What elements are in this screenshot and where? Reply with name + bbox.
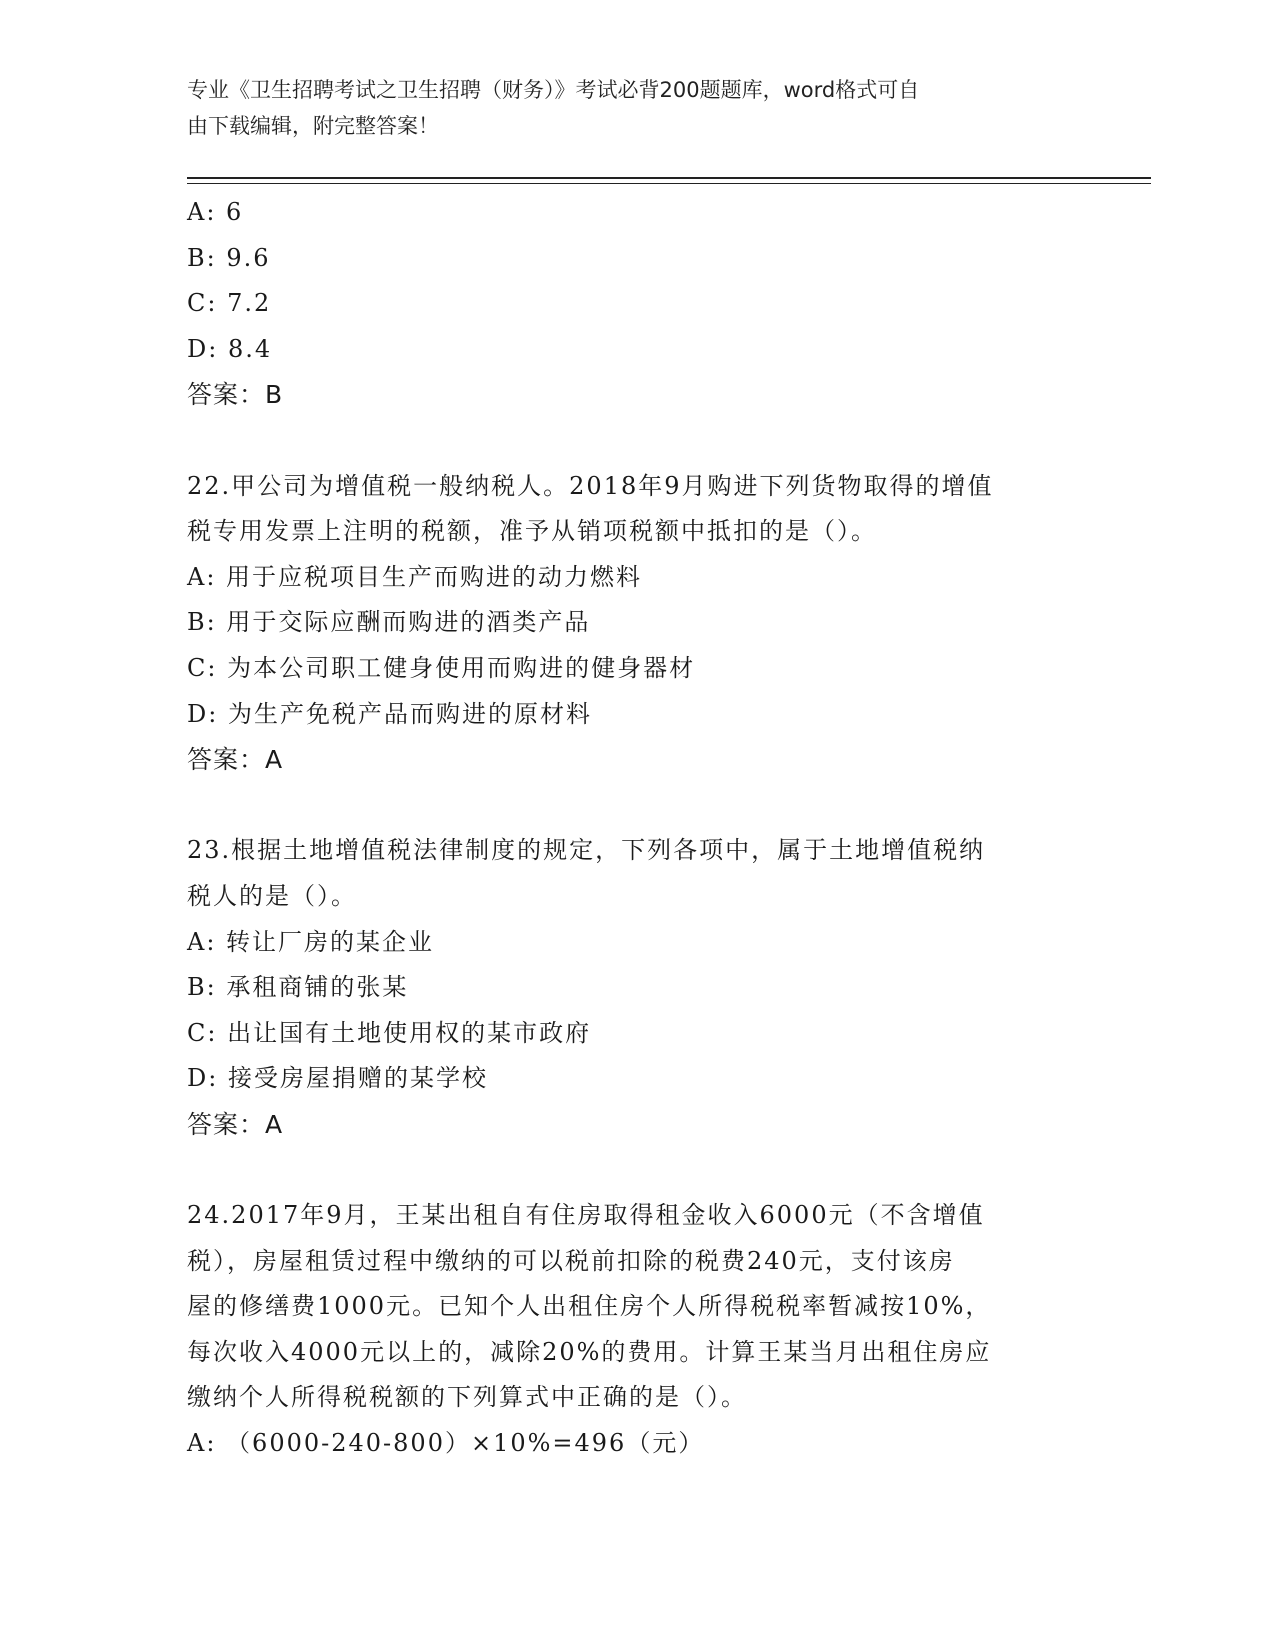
option-d: D: 8.4 — [187, 334, 273, 363]
header-divider-thin — [187, 183, 1151, 184]
option-a: A: 转让厂房的某企业 — [187, 927, 435, 956]
option-c: C: 7.2 — [187, 289, 272, 318]
question-23-block — [187, 828, 1087, 1147]
question-stem: 缴纳个人所得税税额的下列算式中正确的是（）。 — [187, 1383, 747, 1412]
option-c: C: 出让国有土地使用权的某市政府 — [187, 1018, 592, 1047]
question-stem: 税人的是（）。 — [187, 881, 357, 910]
question-stem: 每次收入4000元以上的，减除20%的费用。计算王某当月出租住房应 — [187, 1337, 992, 1366]
question-stem: 屋的修缮费1000元。已知个人出租住房个人所得税税率暂减按10%， — [187, 1292, 992, 1321]
question-stem: 24.2017年9月，王某出租自有住房取得租金收入6000元（不含增值 — [187, 1201, 985, 1230]
spacer — [187, 783, 1087, 829]
header-line-2: 由下载编辑，附完整答案！ — [187, 114, 439, 138]
header-divider — [187, 177, 1151, 179]
option-b: B: 承租商铺的张某 — [187, 973, 409, 1002]
question-22-block — [187, 464, 1087, 783]
option-a: A: 6 — [187, 198, 244, 226]
answer: 答案：A — [187, 1109, 284, 1139]
header-line-1: 专业《卫生招聘考试之卫生招聘（财务）》考试必背200题题库，word格式可自 — [187, 78, 920, 102]
option-d: D: 接受房屋捐赠的某学校 — [187, 1064, 488, 1093]
question-stem: 22.甲公司为增值税一般纳税人。2018年9月购进下列货物取得的增值 — [187, 471, 994, 500]
question-24-block — [187, 1193, 1087, 1467]
question-stem: 税专用发票上注明的税额，准予从销项税额中抵扣的是（）。 — [187, 517, 877, 546]
spacer — [187, 1147, 1087, 1193]
option-b: B: 用于交际应酬而购进的酒类产品 — [187, 608, 591, 637]
page-header — [187, 72, 1067, 144]
option-c: C: 为本公司职工健身使用而购进的健身器材 — [187, 653, 696, 682]
question-21-block — [187, 190, 1087, 418]
option-a: A: （6000-240-800）×10%=496（元） — [187, 1429, 705, 1458]
option-b: B: 9.6 — [187, 243, 271, 272]
option-d: D: 为生产免税产品而购进的原材料 — [187, 699, 592, 728]
question-stem: 23.根据土地增值税法律制度的规定，下列各项中，属于土地增值税纳 — [187, 836, 986, 865]
option-a: A: 用于应税项目生产而购进的动力燃料 — [187, 562, 643, 591]
question-stem: 税），房屋租赁过程中缴纳的可以税前扣除的税费240元，支付该房 — [187, 1246, 955, 1275]
question-content — [187, 190, 1087, 1467]
answer: 答案：A — [187, 745, 284, 775]
answer: 答案：B — [187, 380, 284, 410]
spacer — [187, 418, 1087, 464]
